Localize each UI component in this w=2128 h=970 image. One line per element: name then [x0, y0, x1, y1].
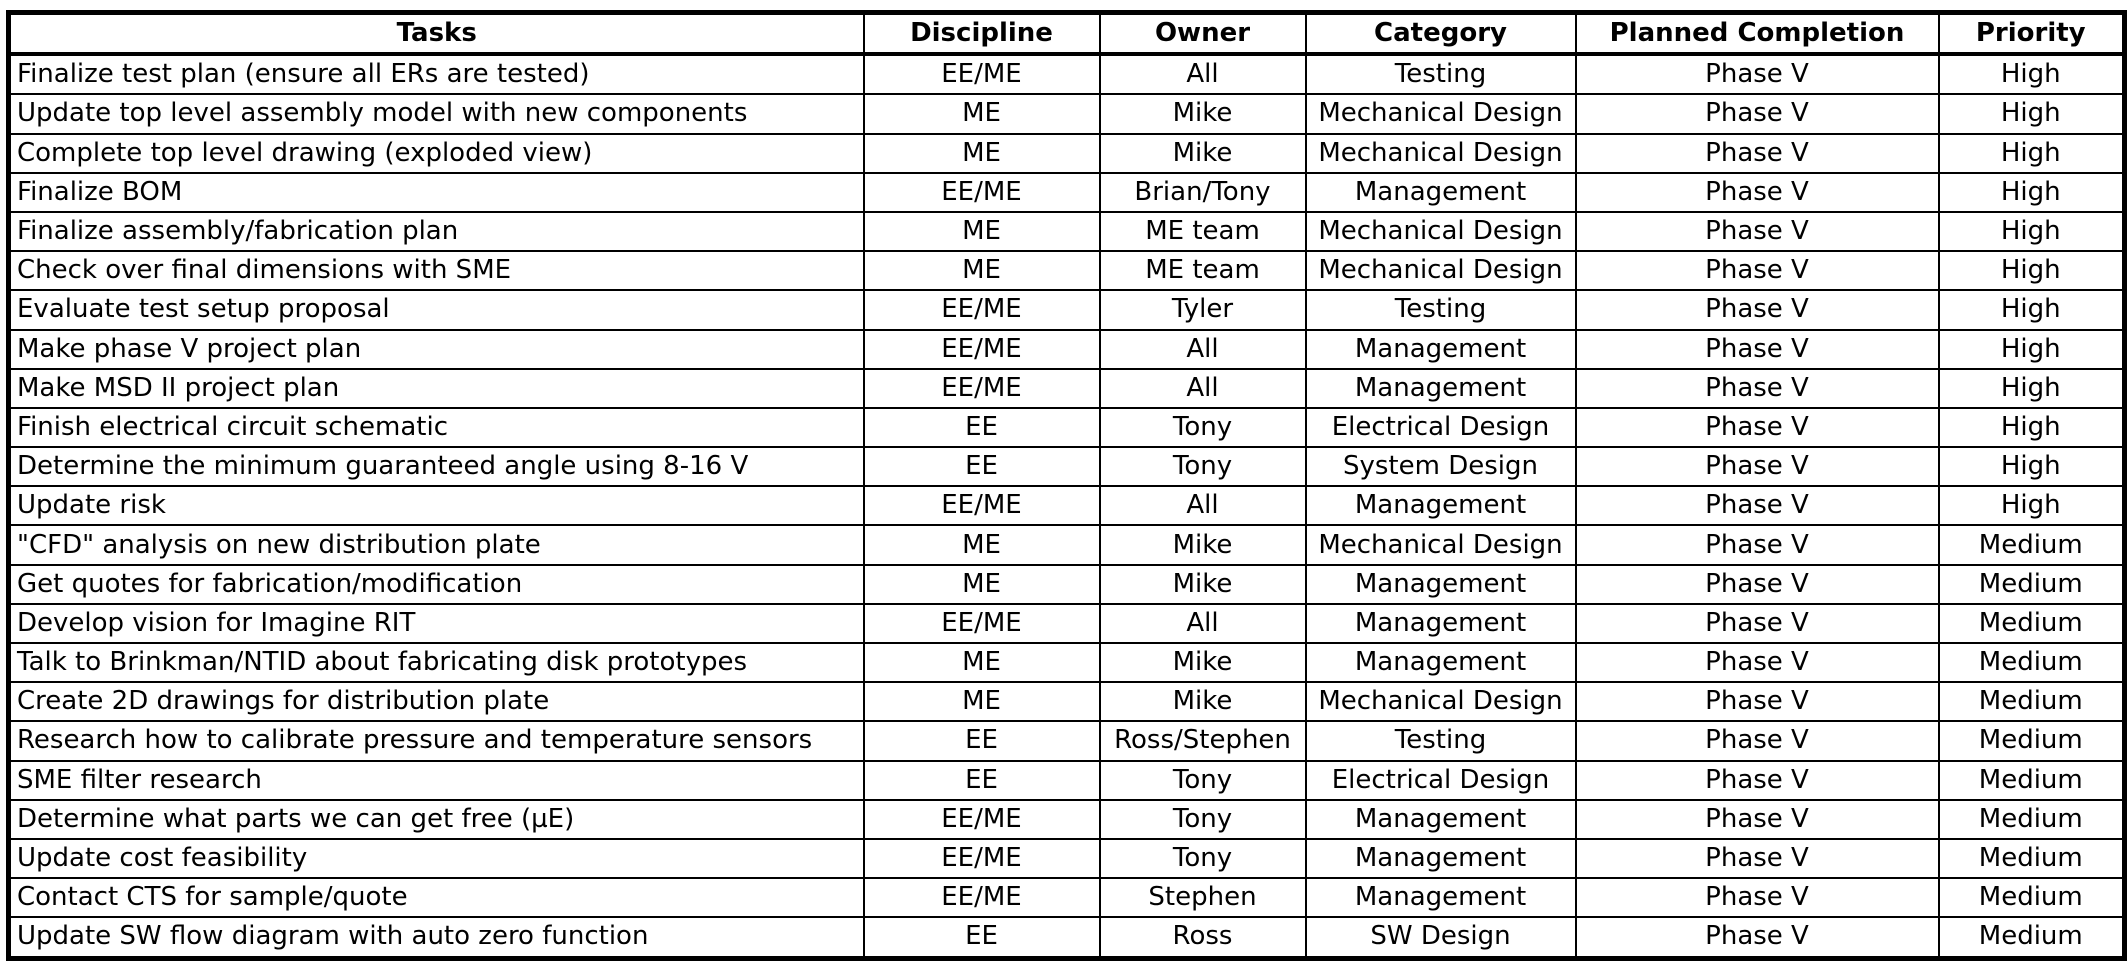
cell-priority: Medium — [1939, 800, 2125, 839]
cell-planned-completion: Phase V — [1576, 565, 1939, 604]
cell-planned-completion: Phase V — [1576, 917, 1939, 958]
cell-category: Electrical Design — [1306, 761, 1576, 800]
table-row — [9, 54, 2125, 94]
cell-category: Management — [1306, 839, 1576, 878]
cell-planned-completion: Phase V — [1576, 761, 1939, 800]
cell-owner: All — [1100, 54, 1306, 94]
cell-priority: Medium — [1939, 761, 2125, 800]
cell-planned-completion: Phase V — [1576, 369, 1939, 408]
cell-planned-completion: Phase V — [1576, 604, 1939, 643]
cell-planned-completion: Phase V — [1576, 839, 1939, 878]
cell-priority: Medium — [1939, 643, 2125, 682]
cell-planned-completion: Phase V — [1576, 94, 1939, 133]
header-planned-completion: Planned Completion — [1576, 13, 1939, 55]
header-category: Category — [1306, 13, 1576, 55]
cell-task: Create 2D drawings for distribution plate — [9, 682, 864, 721]
cell-owner: Mike — [1100, 682, 1306, 721]
cell-owner: Mike — [1100, 134, 1306, 173]
cell-owner: All — [1100, 486, 1306, 525]
cell-owner: Mike — [1100, 565, 1306, 604]
cell-category: System Design — [1306, 447, 1576, 486]
cell-owner: Mike — [1100, 643, 1306, 682]
cell-owner: Ross/Stephen — [1100, 721, 1306, 760]
cell-planned-completion: Phase V — [1576, 525, 1939, 564]
cell-category: Mechanical Design — [1306, 212, 1576, 251]
cell-task: Complete top level drawing (exploded view) — [9, 134, 864, 173]
cell-priority: Medium — [1939, 721, 2125, 760]
table-row — [9, 173, 2125, 212]
cell-owner: ME team — [1100, 251, 1306, 290]
cell-task: Get quotes for fabrication/modification — [9, 565, 864, 604]
cell-priority: High — [1939, 408, 2125, 447]
cell-discipline: EE/ME — [864, 800, 1100, 839]
cell-discipline: ME — [864, 212, 1100, 251]
header-tasks: Tasks — [9, 13, 864, 55]
table-row — [9, 290, 2125, 329]
table-row — [9, 917, 2125, 958]
table-row — [9, 94, 2125, 133]
cell-planned-completion: Phase V — [1576, 54, 1939, 94]
cell-discipline: EE/ME — [864, 290, 1100, 329]
cell-priority: Medium — [1939, 604, 2125, 643]
cell-owner: Mike — [1100, 94, 1306, 133]
cell-owner: Stephen — [1100, 878, 1306, 917]
cell-discipline: ME — [864, 251, 1100, 290]
cell-planned-completion: Phase V — [1576, 330, 1939, 369]
table-row — [9, 761, 2125, 800]
cell-discipline: EE/ME — [864, 839, 1100, 878]
cell-category: Management — [1306, 330, 1576, 369]
table-row — [9, 643, 2125, 682]
header-owner: Owner — [1100, 13, 1306, 55]
cell-task: Update top level assembly model with new components — [9, 94, 864, 133]
cell-planned-completion: Phase V — [1576, 447, 1939, 486]
cell-task: Finish electrical circuit schematic — [9, 408, 864, 447]
header-priority: Priority — [1939, 13, 2125, 55]
cell-owner: Tyler — [1100, 290, 1306, 329]
cell-discipline: EE — [864, 721, 1100, 760]
table-row — [9, 330, 2125, 369]
cell-task: "CFD" analysis on new distribution plate — [9, 525, 864, 564]
cell-owner: Tony — [1100, 408, 1306, 447]
cell-discipline: ME — [864, 643, 1100, 682]
cell-discipline: EE/ME — [864, 54, 1100, 94]
table-row — [9, 251, 2125, 290]
cell-task: Talk to Brinkman/NTID about fabricating disk prototypes — [9, 643, 864, 682]
cell-category: Management — [1306, 604, 1576, 643]
cell-discipline: ME — [864, 565, 1100, 604]
table-row — [9, 369, 2125, 408]
cell-category: Mechanical Design — [1306, 134, 1576, 173]
cell-priority: High — [1939, 369, 2125, 408]
cell-category: Management — [1306, 173, 1576, 212]
cell-planned-completion: Phase V — [1576, 173, 1939, 212]
cell-category: Mechanical Design — [1306, 525, 1576, 564]
cell-category: Testing — [1306, 54, 1576, 94]
cell-discipline: EE — [864, 408, 1100, 447]
cell-task: Finalize assembly/fabrication plan — [9, 212, 864, 251]
cell-planned-completion: Phase V — [1576, 721, 1939, 760]
cell-category: Mechanical Design — [1306, 94, 1576, 133]
cell-owner: Tony — [1100, 761, 1306, 800]
cell-planned-completion: Phase V — [1576, 486, 1939, 525]
table-row — [9, 878, 2125, 917]
cell-category: Management — [1306, 369, 1576, 408]
cell-task: Develop vision for Imagine RIT — [9, 604, 864, 643]
cell-discipline: EE/ME — [864, 604, 1100, 643]
table-row — [9, 134, 2125, 173]
cell-owner: ME team — [1100, 212, 1306, 251]
cell-planned-completion: Phase V — [1576, 408, 1939, 447]
cell-task: Research how to calibrate pressure and temperature sensors — [9, 721, 864, 760]
cell-task: Make MSD II project plan — [9, 369, 864, 408]
cell-task: Update SW flow diagram with auto zero function — [9, 917, 864, 958]
cell-priority: High — [1939, 173, 2125, 212]
cell-task: Determine the minimum guaranteed angle using 8-16 V — [9, 447, 864, 486]
cell-priority: High — [1939, 486, 2125, 525]
cell-priority: High — [1939, 251, 2125, 290]
cell-discipline: EE/ME — [864, 878, 1100, 917]
cell-priority: Medium — [1939, 682, 2125, 721]
cell-planned-completion: Phase V — [1576, 251, 1939, 290]
header-row — [9, 13, 2125, 55]
cell-planned-completion: Phase V — [1576, 878, 1939, 917]
table-header — [9, 13, 2125, 55]
cell-task: Evaluate test setup proposal — [9, 290, 864, 329]
cell-priority: High — [1939, 447, 2125, 486]
cell-task: Check over final dimensions with SME — [9, 251, 864, 290]
cell-task: Update cost feasibility — [9, 839, 864, 878]
cell-discipline: EE — [864, 761, 1100, 800]
table-row — [9, 525, 2125, 564]
cell-discipline: EE/ME — [864, 173, 1100, 212]
cell-task: Contact CTS for sample/quote — [9, 878, 864, 917]
table-row — [9, 447, 2125, 486]
cell-priority: High — [1939, 94, 2125, 133]
cell-priority: Medium — [1939, 525, 2125, 564]
cell-category: Mechanical Design — [1306, 251, 1576, 290]
cell-owner: Tony — [1100, 839, 1306, 878]
cell-discipline: EE/ME — [864, 330, 1100, 369]
cell-category: Testing — [1306, 721, 1576, 760]
cell-priority: Medium — [1939, 917, 2125, 958]
cell-priority: High — [1939, 134, 2125, 173]
cell-task: Update risk — [9, 486, 864, 525]
cell-priority: Medium — [1939, 839, 2125, 878]
cell-discipline: ME — [864, 94, 1100, 133]
cell-discipline: ME — [864, 682, 1100, 721]
cell-priority: High — [1939, 290, 2125, 329]
cell-planned-completion: Phase V — [1576, 682, 1939, 721]
cell-priority: Medium — [1939, 878, 2125, 917]
cell-owner: Ross — [1100, 917, 1306, 958]
cell-discipline: ME — [864, 525, 1100, 564]
cell-category: Management — [1306, 565, 1576, 604]
cell-priority: High — [1939, 212, 2125, 251]
table-row — [9, 565, 2125, 604]
table-row — [9, 604, 2125, 643]
cell-owner: All — [1100, 330, 1306, 369]
cell-owner: Mike — [1100, 525, 1306, 564]
cell-task: SME filter research — [9, 761, 864, 800]
cell-owner: Brian/Tony — [1100, 173, 1306, 212]
table-row — [9, 212, 2125, 251]
cell-discipline: EE/ME — [864, 486, 1100, 525]
cell-owner: All — [1100, 369, 1306, 408]
cell-priority: Medium — [1939, 565, 2125, 604]
cell-category: SW Design — [1306, 917, 1576, 958]
cell-owner: Tony — [1100, 447, 1306, 486]
cell-category: Management — [1306, 486, 1576, 525]
cell-task: Finalize BOM — [9, 173, 864, 212]
header-discipline: Discipline — [864, 13, 1100, 55]
table-row — [9, 486, 2125, 525]
table-row — [9, 721, 2125, 760]
cell-planned-completion: Phase V — [1576, 643, 1939, 682]
task-table-container — [6, 10, 2128, 961]
cell-discipline: EE — [864, 917, 1100, 958]
cell-category: Electrical Design — [1306, 408, 1576, 447]
table-row — [9, 682, 2125, 721]
cell-category: Mechanical Design — [1306, 682, 1576, 721]
cell-discipline: EE — [864, 447, 1100, 486]
cell-category: Testing — [1306, 290, 1576, 329]
cell-discipline: ME — [864, 134, 1100, 173]
table-row — [9, 800, 2125, 839]
cell-discipline: EE/ME — [864, 369, 1100, 408]
cell-task: Make phase V project plan — [9, 330, 864, 369]
cell-planned-completion: Phase V — [1576, 212, 1939, 251]
cell-planned-completion: Phase V — [1576, 800, 1939, 839]
task-table — [6, 10, 2127, 961]
cell-priority: High — [1939, 330, 2125, 369]
table-row — [9, 839, 2125, 878]
cell-owner: Tony — [1100, 800, 1306, 839]
cell-category: Management — [1306, 643, 1576, 682]
cell-planned-completion: Phase V — [1576, 290, 1939, 329]
cell-category: Management — [1306, 800, 1576, 839]
cell-task: Determine what parts we can get free (µE) — [9, 800, 864, 839]
table-body — [9, 54, 2125, 958]
cell-owner: All — [1100, 604, 1306, 643]
cell-category: Management — [1306, 878, 1576, 917]
cell-task: Finalize test plan (ensure all ERs are tested) — [9, 54, 864, 94]
cell-priority: High — [1939, 54, 2125, 94]
cell-planned-completion: Phase V — [1576, 134, 1939, 173]
table-row — [9, 408, 2125, 447]
